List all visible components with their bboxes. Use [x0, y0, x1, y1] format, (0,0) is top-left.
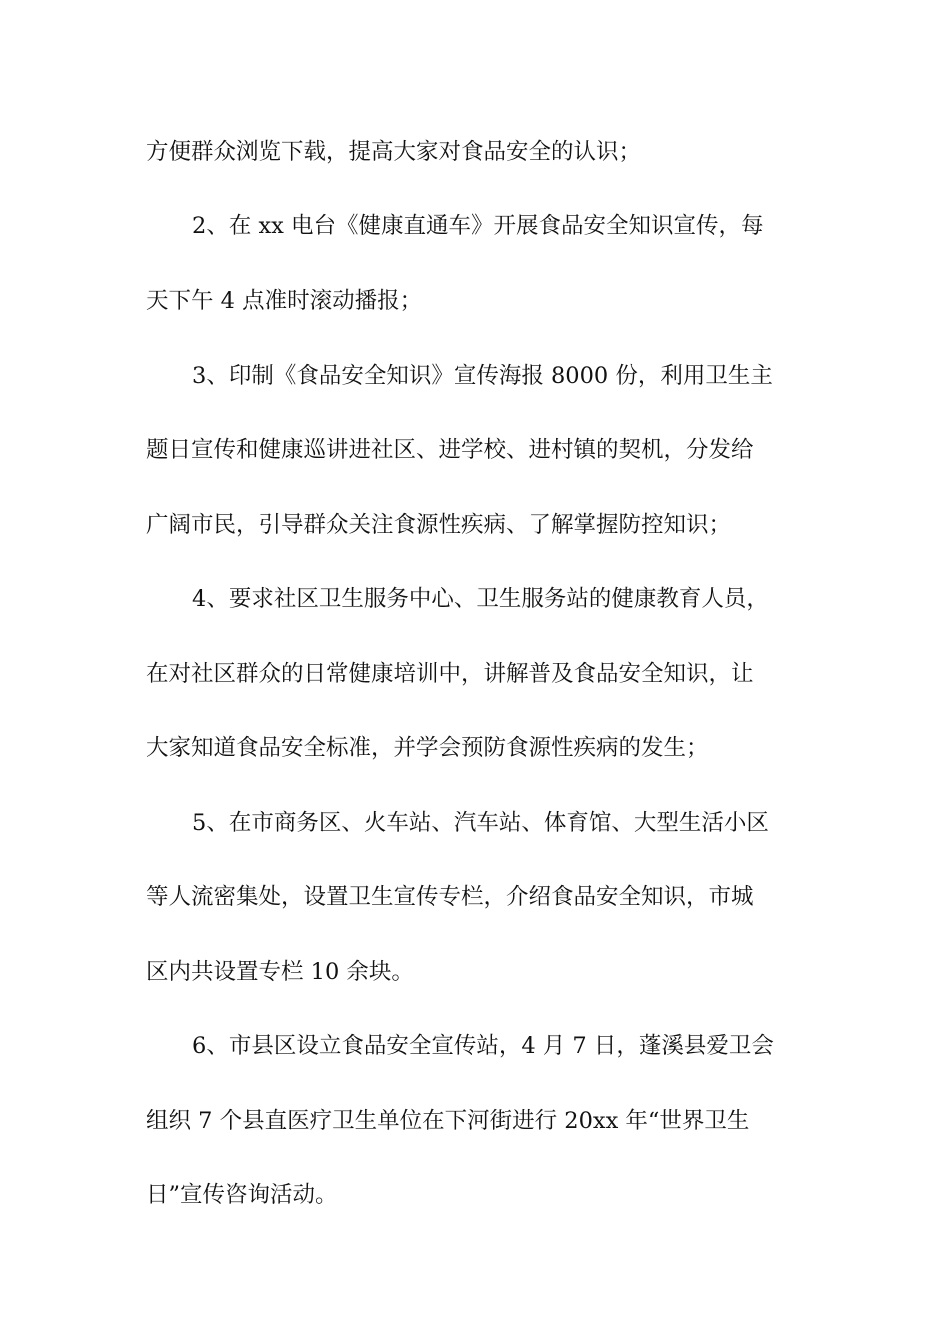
text-line: 方便群众浏览下载，提高大家对食品安全的认识； [146, 139, 642, 165]
text-line: 组织 7 个县直医疗卫生单位在下河街进行 20xx 年“世界卫生 [146, 1108, 750, 1134]
paragraph-item-2-line: 2、在 xx 电台《健康直通车》开展食品安全知识宣传，每 [192, 213, 764, 239]
text-line: 区内共设置专栏 10 余块。 [146, 959, 414, 985]
text-line: 题日宣传和健康巡讲进社区、进学校、进村镇的契机，分发给 [146, 437, 754, 463]
text-line: 广阔市民，引导群众关注食源性疾病、了解掌握防控知识； [146, 512, 732, 538]
paragraph-item-4-line: 4、要求社区卫生服务中心、卫生服务站的健康教育人员， [192, 586, 769, 612]
text-line: 在对社区群众的日常健康培训中，讲解普及食品安全知识，让 [146, 661, 754, 687]
text-line: 等人流密集处，设置卫生宣传专栏，介绍食品安全知识，市城 [146, 884, 754, 910]
paragraph-item-3-line: 3、印制《食品安全知识》宣传海报 8000 份，利用卫生主 [192, 363, 773, 389]
paragraph-item-5-line: 5、在市商务区、火车站、汽车站、体育馆、大型生活小区 [192, 810, 769, 836]
paragraph-item-6-line: 6、市县区设立食品安全宣传站，4 月 7 日，蓬溪县爱卫会 [192, 1033, 774, 1059]
text-line: 日”宣传咨询活动。 [146, 1182, 338, 1208]
text-line: 大家知道食品安全标准，并学会预防食源性疾病的发生； [146, 735, 709, 761]
text-line: 天下午 4 点准时滚动播报； [146, 288, 423, 314]
